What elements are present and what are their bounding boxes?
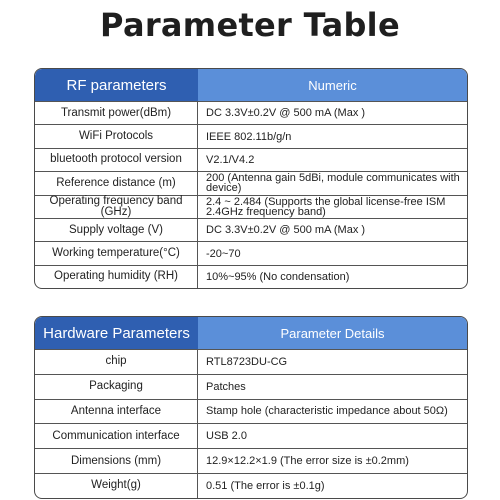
- param-value: 200 (Antenna gain 5dBi, module communicates with device): [206, 172, 460, 195]
- table-row: [35, 241, 467, 264]
- param-name: Packaging: [35, 375, 198, 399]
- param-name: Dimensions (mm): [35, 449, 198, 473]
- param-value: 2.4 ~ 2.484 (Supports the global license-free ISM 2.4GHz frequency band): [206, 195, 446, 218]
- param-name: Communication interface: [35, 424, 198, 448]
- param-name: Transmit power(dBm): [35, 102, 198, 124]
- rf-header-value-label: Numeric: [198, 69, 467, 101]
- param-value: Patches: [206, 380, 246, 393]
- param-name: Operating humidity (RH): [35, 266, 198, 288]
- param-name: Working temperature(°C): [35, 242, 198, 264]
- table-row: [35, 218, 467, 241]
- table-row: [35, 448, 467, 473]
- table-row: [35, 374, 467, 399]
- param-value: DC 3.3V±0.2V @ 500 mA (Max ): [206, 107, 366, 120]
- rf-table-header: [35, 69, 467, 101]
- param-value: DC 3.3V±0.2V @ 500 mA (Max ): [206, 224, 366, 237]
- table-row: [35, 195, 467, 218]
- param-value: -20~70: [206, 247, 241, 260]
- param-name: Antenna interface: [35, 400, 198, 424]
- hw-table-header: [35, 317, 467, 349]
- table-row: [35, 101, 467, 124]
- param-value: V2.1/V4.2: [206, 153, 255, 166]
- param-name: Supply voltage (V): [35, 219, 198, 241]
- param-name: Operating frequency band (GHz): [35, 196, 198, 218]
- table-row: [35, 423, 467, 448]
- table-row: [35, 349, 467, 374]
- param-name: Reference distance (m): [35, 172, 198, 194]
- param-name: WiFi Protocols: [35, 125, 198, 147]
- page-title: Parameter Table: [100, 6, 400, 44]
- param-name: chip: [35, 350, 198, 374]
- param-value: RTL8723DU-CG: [206, 355, 288, 368]
- table-row: [35, 265, 467, 288]
- param-name: bluetooth protocol version: [35, 149, 198, 171]
- hw-header-value-label: Parameter Details: [198, 317, 467, 349]
- param-value: USB 2.0: [206, 430, 247, 443]
- param-value: 12.9×12.2×1.9 (The error size is ±0.2mm): [206, 455, 409, 468]
- rf-parameters-table: [34, 68, 468, 289]
- table-row: [35, 124, 467, 147]
- param-value: Stamp hole (characteristic impedance about 50Ω): [206, 405, 448, 418]
- param-value: 10%~95% (No condensation): [206, 270, 350, 283]
- hw-header-label: Hardware Parameters: [35, 317, 198, 349]
- param-name: Weight(g): [35, 474, 198, 498]
- table-row: [35, 148, 467, 171]
- param-value: 0.51 (The error is ±0.1g): [206, 479, 325, 492]
- table-row: [35, 171, 467, 194]
- table-row: [35, 473, 467, 498]
- rf-header-label: RF parameters: [35, 69, 198, 101]
- hardware-parameters-table: [34, 316, 468, 499]
- table-row: [35, 399, 467, 424]
- param-value: IEEE 802.11b/g/n: [206, 130, 292, 143]
